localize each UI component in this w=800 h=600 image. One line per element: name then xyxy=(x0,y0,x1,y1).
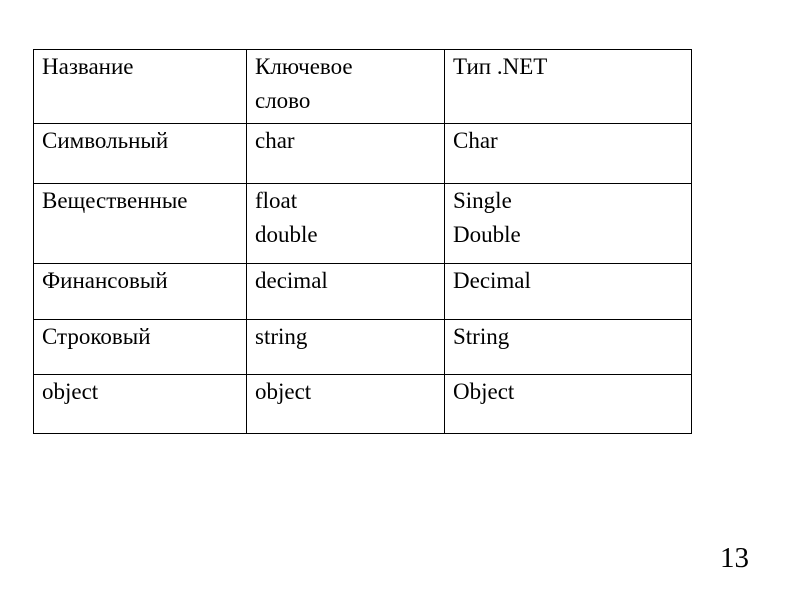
cell-decimal-name xyxy=(34,264,247,320)
cell-decimal-net-type xyxy=(445,264,692,320)
cell-text: Строковый xyxy=(42,324,151,349)
cell-char-net-type xyxy=(445,124,692,184)
cell-object-net-type xyxy=(445,375,692,434)
cell-real-name xyxy=(34,184,247,264)
header-name-label: Название xyxy=(42,54,134,79)
header-net-type-label: Тип .NET xyxy=(453,54,548,79)
cell-text: Object xyxy=(453,379,515,404)
cell-text: char xyxy=(255,128,295,153)
cell-text: Символьный xyxy=(42,128,169,153)
cell-text: object xyxy=(42,379,99,404)
cell-real-net-type xyxy=(445,184,692,264)
header-keyword-label-line2: слово xyxy=(255,88,311,113)
cell-object-keyword xyxy=(247,375,445,434)
cell-string-name xyxy=(34,320,247,375)
header-cell-name xyxy=(34,50,247,124)
table-row-decimal xyxy=(34,264,692,320)
table-row-char xyxy=(34,124,692,184)
page-number: 13 xyxy=(720,542,749,574)
cell-text: Double xyxy=(453,222,521,247)
cell-decimal-keyword xyxy=(247,264,445,320)
header-cell-net-type xyxy=(445,50,692,124)
table-row-string xyxy=(34,320,692,375)
cell-text: Вещественные xyxy=(42,188,188,213)
cell-string-keyword xyxy=(247,320,445,375)
cell-char-name xyxy=(34,124,247,184)
cell-text: Decimal xyxy=(453,268,531,293)
cell-text: string xyxy=(255,324,308,349)
cell-text: float xyxy=(255,188,298,213)
cell-real-keyword xyxy=(247,184,445,264)
cell-text: Single xyxy=(453,188,512,213)
table-header-row xyxy=(34,50,692,124)
cell-text: decimal xyxy=(255,268,328,293)
cell-text: Финансовый xyxy=(42,268,168,293)
cell-text: Char xyxy=(453,128,498,153)
table-row-real xyxy=(34,184,692,264)
cell-object-name xyxy=(34,375,247,434)
table-row-object xyxy=(34,375,692,434)
header-keyword-label-line1: Ключевое xyxy=(255,54,353,79)
cell-char-keyword xyxy=(247,124,445,184)
cell-text: double xyxy=(255,222,318,247)
data-types-table xyxy=(33,49,692,434)
header-cell-keyword xyxy=(247,50,445,124)
cell-text: String xyxy=(453,324,510,349)
cell-text: object xyxy=(255,379,312,404)
cell-string-net-type xyxy=(445,320,692,375)
